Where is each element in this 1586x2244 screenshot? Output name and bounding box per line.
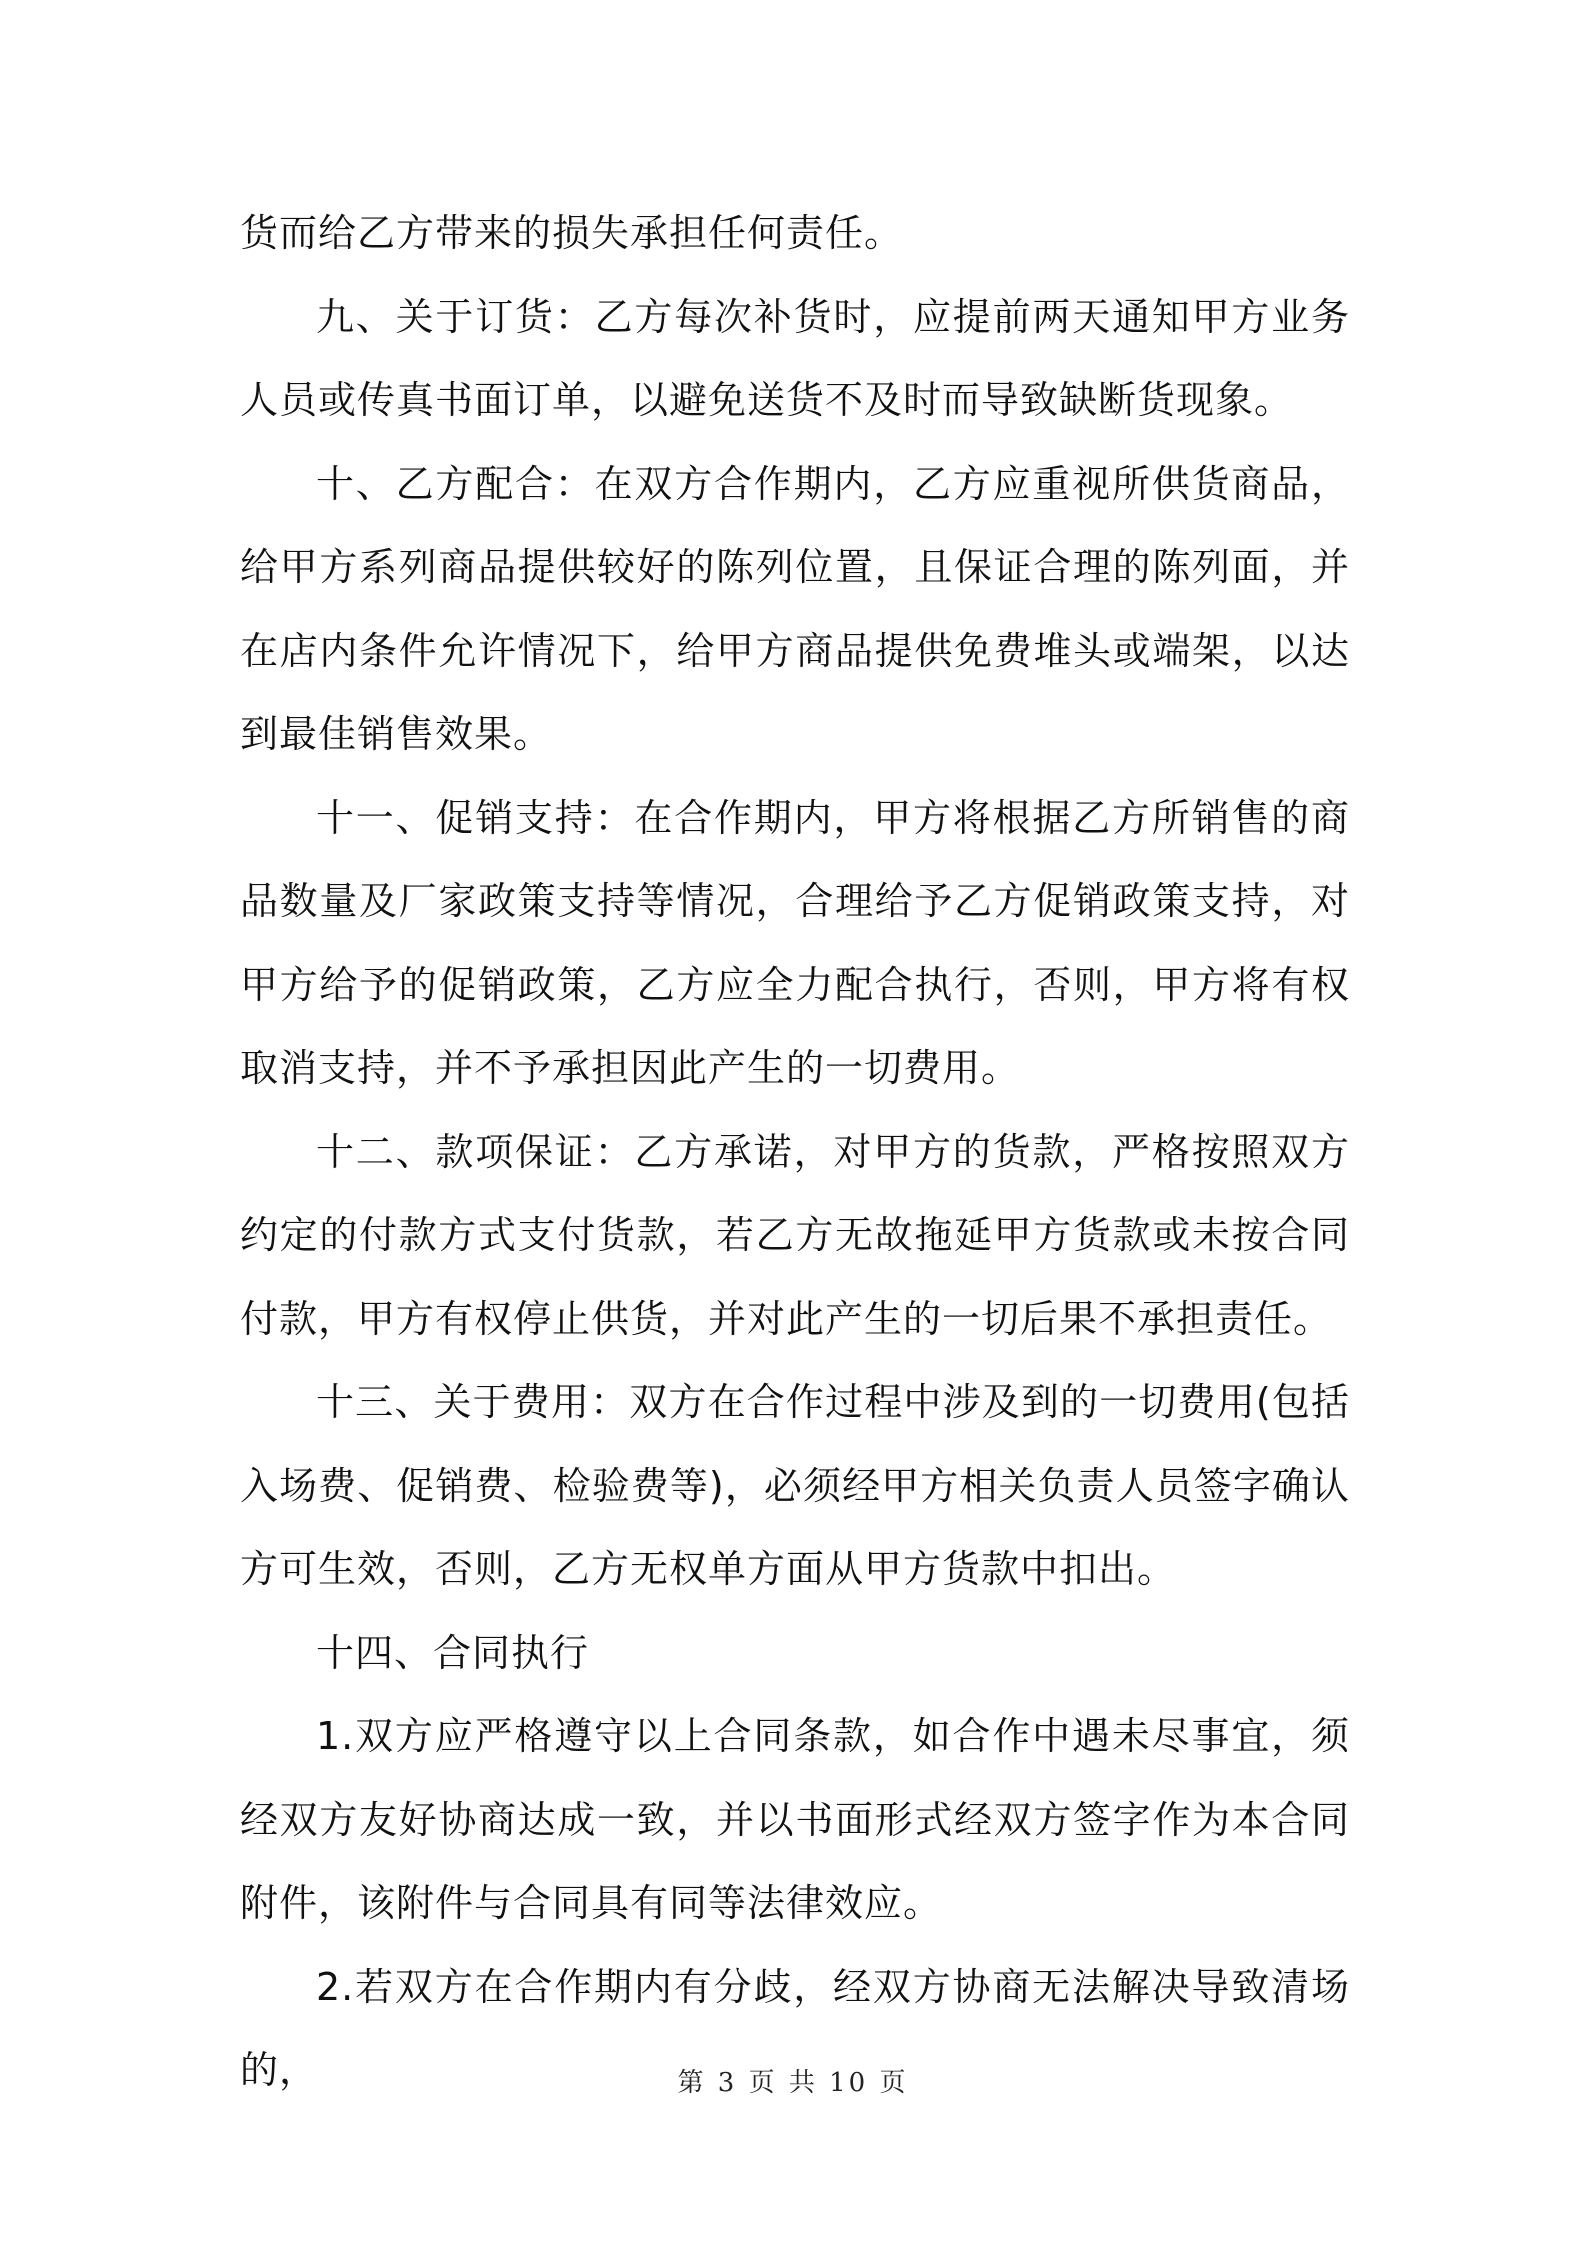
paragraph-clause-14-heading: 十四、合同执行 [316,1630,590,1675]
page-number-footer: 第 3 页 共 10 页 [677,2068,909,2098]
paragraph-clause-11: 十一、促销支持：在合作期内，甲方将根据乙方所销售的商品数量及厂家政策支持等情况，合理给予乙方促销政策支持，对甲方给予的促销政策，乙方应全力配合执行，否则，甲方将有权取消支持，并不予承担因此产生的一切费用。 [240,795,1350,1090]
paragraph-clause-12: 十二、款项保证：乙方承诺，对甲方的货款，严格按照双方约定的付款方式支付货款，若乙方无故拖延甲方货款或未按合同付款，甲方有权停止供货，并对此产生的一切后果不承担责任。 [240,1129,1350,1341]
document-body [240,192,1350,2113]
paragraph-clause-14-item-2: 2.若双方在合作期内有分歧，经双方协商无法解决导致清场的， [240,1964,1350,2092]
paragraph-clause-14-item-1: 1.双方应严格遵守以上合同条款，如合作中遇未尽事宜，须经双方友好协商达成一致，并以书面形式经双方签字作为本合同附件，该附件与合同具有同等法律效应。 [240,1714,1350,1925]
paragraph-clause-13: 十三、关于费用：双方在合作过程中涉及到的一切费用(包括入场费、促销费、检验费等)，必须经甲方相关负责人员签字确认方可生效，否则，乙方无权单方面从甲方货款中扣出。 [240,1380,1350,1591]
paragraph-continuation: 货而给乙方带来的损失承担任何责任。 [240,211,904,255]
paragraph-clause-10: 十、乙方配合：在双方合作期内，乙方应重视所供货商品，给甲方系列商品提供较好的陈列位置，且保证合理的陈列面，并在店内条件允许情况下，给甲方商品提供免费堆头或端架，以达到最佳销售效果。 [240,461,1350,756]
paragraph-clause-9: 九、关于订货：乙方每次补货时，应提前两天通知甲方业务人员或传真书面订单，以避免送货不及时而导致缺断货现象。 [240,294,1350,422]
